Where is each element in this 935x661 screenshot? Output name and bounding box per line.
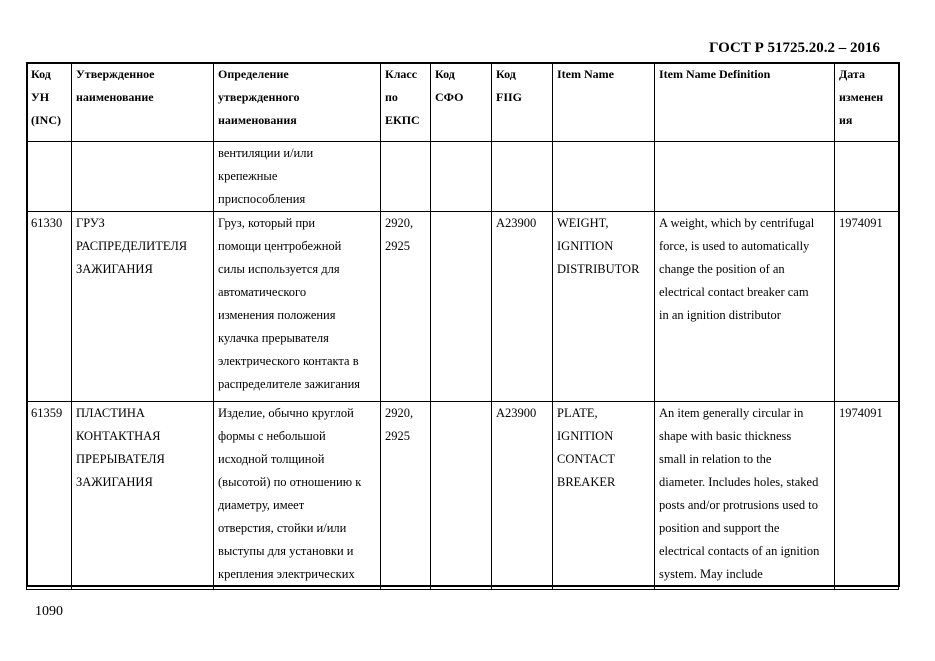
sfo-cell <box>431 212 492 402</box>
header-line: Item Name <box>557 67 614 81</box>
header-line: FIIG <box>496 90 523 104</box>
cell-line: помощи центробежной <box>218 239 342 253</box>
cell-line: формы с небольшой <box>218 429 326 443</box>
approved-name-cell <box>72 212 214 402</box>
header-line: Код <box>435 67 455 81</box>
cell-line: крепежные <box>218 169 278 183</box>
cell-line: (высотой) по отношению к <box>218 475 362 489</box>
header-line: (INC) <box>31 113 61 127</box>
header-fiig <box>492 63 553 142</box>
cell-line: 2920, <box>385 406 414 420</box>
cell-line: изменения положения <box>218 308 336 322</box>
change-date-cell <box>835 402 899 590</box>
cell-line: DISTRIBUTOR <box>557 262 640 276</box>
header-change-date <box>835 63 899 142</box>
header-line: Утвержденное <box>76 67 155 81</box>
cell-line: 2925 <box>385 239 410 253</box>
cell-line: 1974091 <box>839 216 883 230</box>
header-line: ЕКПС <box>385 113 420 127</box>
header-line: Дата <box>839 67 865 81</box>
cell-line: WEIGHT, <box>557 216 609 230</box>
definition-cell <box>214 142 381 212</box>
header-line: ия <box>839 113 853 127</box>
definition-cell <box>214 402 381 590</box>
class-cell <box>381 212 431 402</box>
cell-line: ГРУЗ <box>76 216 105 230</box>
catalog-table <box>26 62 899 590</box>
change-date-cell <box>835 142 899 212</box>
header-approved-name <box>72 63 214 142</box>
cell-line: ЗАЖИГАНИЯ <box>76 475 153 489</box>
table-header-row <box>27 63 899 142</box>
cell-line: электрического контакта в <box>218 354 359 368</box>
item-name-cell <box>553 212 655 402</box>
header-line: СФО <box>435 90 464 104</box>
item-definition-cell <box>655 212 835 402</box>
cell-line: 1974091 <box>839 406 883 420</box>
cell-line: ЗАЖИГАНИЯ <box>76 262 153 276</box>
cell-line: 61330 <box>31 216 63 230</box>
fiig-cell <box>492 142 553 212</box>
cell-line: small in relation to the <box>659 452 772 466</box>
cell-line: 2925 <box>385 429 410 443</box>
sfo-cell <box>431 402 492 590</box>
cell-line: автоматического <box>218 285 307 299</box>
cell-line: Груз, который при <box>218 216 316 230</box>
header-inc <box>27 63 72 142</box>
table-row <box>27 402 899 590</box>
header-line: наименования <box>218 113 297 127</box>
definition-cell <box>214 212 381 402</box>
cell-line: диаметру, имеет <box>218 498 305 512</box>
cell-line: system. May include <box>659 567 763 581</box>
cell-line: Изделие, обычно круглой <box>218 406 354 420</box>
header-line: утвержденного <box>218 90 300 104</box>
page-number: 1090 <box>35 604 63 619</box>
header-line: наименование <box>76 90 154 104</box>
cell-line: An item generally circular in <box>659 406 804 420</box>
header-definition <box>214 63 381 142</box>
cell-line: shape with basic thickness <box>659 429 792 443</box>
header-item-name <box>553 63 655 142</box>
cell-line: electrical contacts of an ignition <box>659 544 820 558</box>
cell-line: position and support the <box>659 521 780 535</box>
header-line: Определение <box>218 67 289 81</box>
item-definition-cell <box>655 402 835 590</box>
cell-line: A23900 <box>496 216 537 230</box>
inc-cell <box>27 142 72 212</box>
cell-line: КОНТАКТНАЯ <box>76 429 161 443</box>
header-line: Код <box>496 67 516 81</box>
header-line: Код <box>31 67 51 81</box>
cell-line: posts and/or protrusions used to <box>659 498 819 512</box>
cell-line: вентиляции и/или <box>218 146 314 160</box>
cell-line: ПЛАСТИНА <box>76 406 145 420</box>
cell-line: ПРЕРЫВАТЕЛЯ <box>76 452 165 466</box>
class-cell <box>381 142 431 212</box>
cell-line: распределителе зажигания <box>218 377 361 391</box>
cell-line: BREAKER <box>557 475 616 489</box>
cell-line: IGNITION <box>557 429 614 443</box>
change-date-cell <box>835 212 899 402</box>
item-definition-cell <box>655 142 835 212</box>
cell-line: A weight, which by centrifugal <box>659 216 815 230</box>
cell-line: CONTACT <box>557 452 616 466</box>
approved-name-cell <box>72 402 214 590</box>
table-row <box>27 212 899 402</box>
cell-line: выступы для установки и <box>218 544 354 558</box>
cell-line: IGNITION <box>557 239 614 253</box>
fiig-cell <box>492 212 553 402</box>
fiig-cell <box>492 402 553 590</box>
header-line: по <box>385 90 398 104</box>
header-line: изменен <box>839 90 884 104</box>
cell-line: A23900 <box>496 406 537 420</box>
sfo-cell <box>431 142 492 212</box>
item-name-cell <box>553 402 655 590</box>
cell-line: PLATE, <box>557 406 598 420</box>
header-line: Item Name Definition <box>659 67 771 81</box>
header-line: Класс <box>385 67 418 81</box>
approved-name-cell <box>72 142 214 212</box>
header-item-definition <box>655 63 835 142</box>
cell-line: приспособления <box>218 192 306 206</box>
header-line: УН <box>31 90 50 104</box>
table-row <box>27 142 899 212</box>
cell-line: отверстия, стойки и/или <box>218 521 347 535</box>
cell-line: in an ignition distributor <box>659 308 781 322</box>
inc-cell <box>27 212 72 402</box>
cell-line: electrical contact breaker cam <box>659 285 809 299</box>
standard-designation: ГОСТ Р 51725.20.2 – 2016 <box>709 40 881 56</box>
cell-line: РАСПРЕДЕЛИТЕЛЯ <box>76 239 188 253</box>
header-sfo <box>431 63 492 142</box>
cell-line: force, is used to automatically <box>659 239 810 253</box>
header-class <box>381 63 431 142</box>
inc-cell <box>27 402 72 590</box>
cell-line: change the position of an <box>659 262 785 276</box>
cell-line: крепления электрических <box>218 567 355 581</box>
cell-line: силы используется для <box>218 262 340 276</box>
class-cell <box>381 402 431 590</box>
cell-line: 61359 <box>31 406 63 420</box>
item-name-cell <box>553 142 655 212</box>
cell-line: diameter. Includes holes, staked <box>659 475 819 489</box>
cell-line: исходной толщиной <box>218 452 325 466</box>
cell-line: кулачка прерывателя <box>218 331 329 345</box>
cell-line: 2920, <box>385 216 414 230</box>
